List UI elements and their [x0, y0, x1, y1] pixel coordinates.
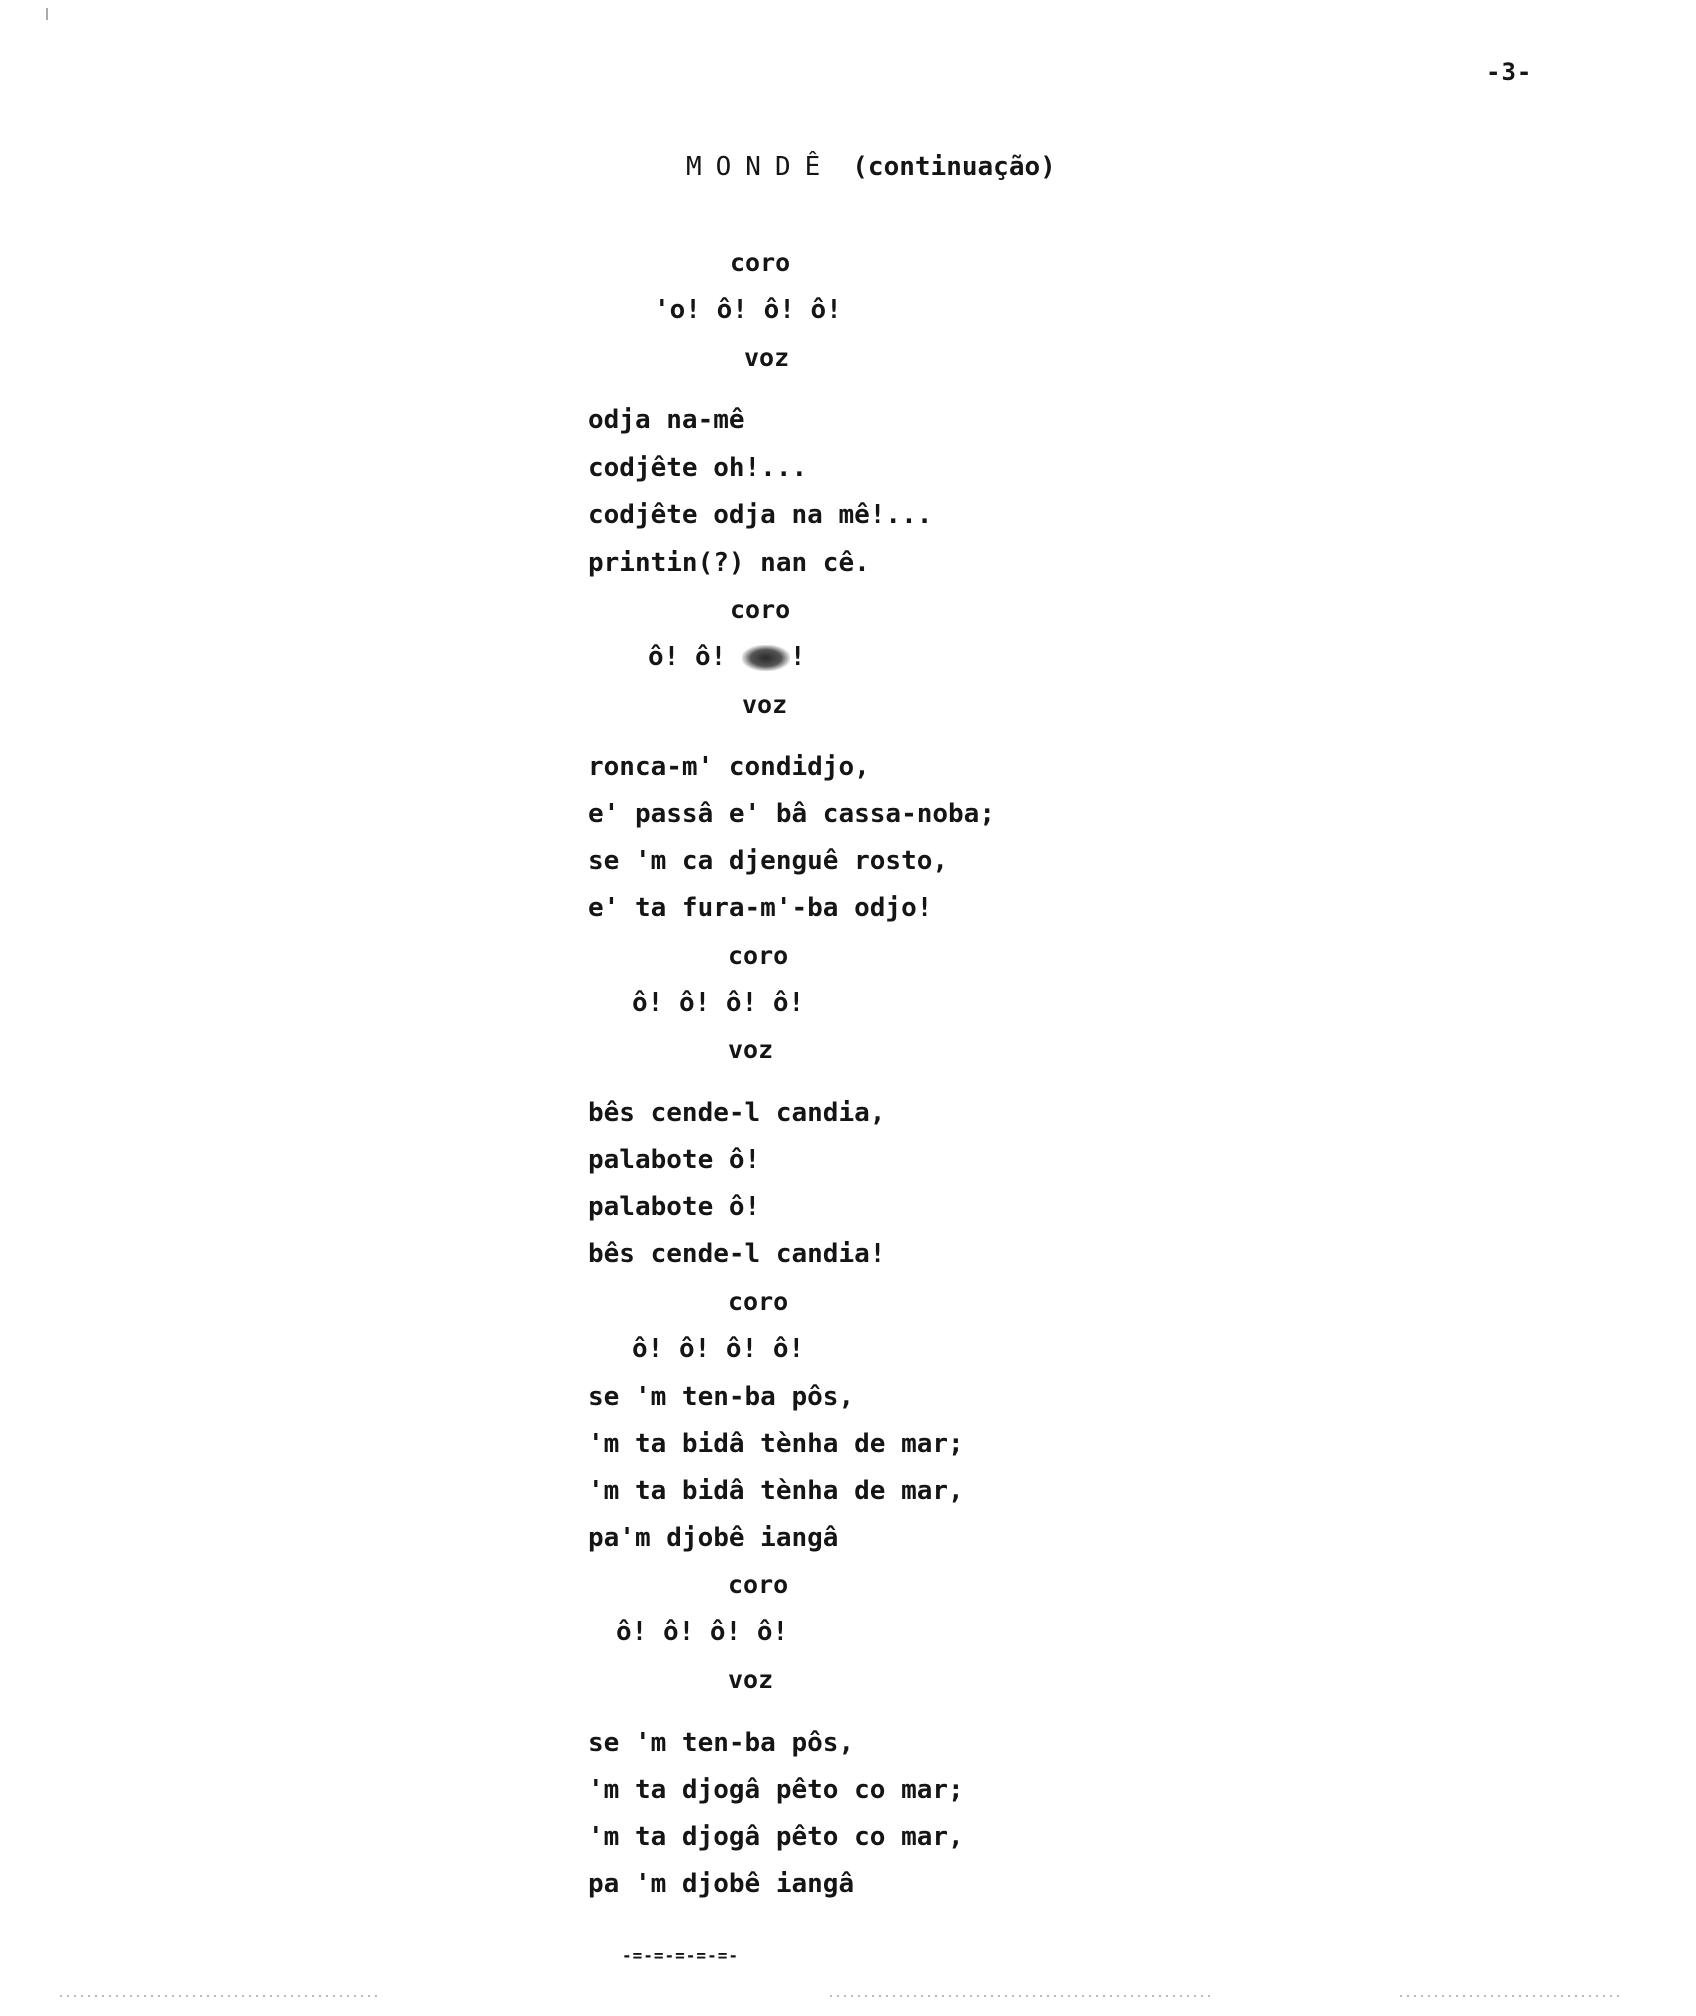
verse-line: palabote ô!	[588, 1145, 761, 1175]
section-label-voz: voz	[742, 690, 788, 719]
verse-line: palabote ô!	[588, 1192, 761, 1222]
section-label-coro: coro	[730, 595, 791, 624]
section-label-voz: voz	[728, 1665, 774, 1694]
verse-line: e' passâ e' bâ cassa-noba;	[588, 799, 995, 829]
section-label-coro: coro	[728, 1570, 789, 1599]
verse-line: se 'm ten-ba pôs,	[588, 1728, 855, 1758]
verse-text: ô! ô!	[648, 642, 742, 672]
scan-corner-mark	[46, 8, 48, 20]
verse-line: codjête oh!...	[588, 453, 808, 483]
verse-line: 'm ta bidâ tènha de mar,	[588, 1476, 964, 1506]
verse-line: se 'm ca djenguê rosto,	[588, 846, 949, 876]
verse-line: ô! ô! ô! ô!	[632, 988, 805, 1018]
verse-line: 'm ta bidâ tènha de mar;	[588, 1429, 964, 1459]
verse-line: ô! ô! ô! ô!	[616, 1617, 789, 1647]
scan-noise	[60, 1995, 380, 1997]
scan-noise	[1400, 1995, 1620, 1997]
scan-noise	[830, 1995, 1210, 1997]
section-label-coro: coro	[730, 248, 791, 277]
verse-line: odja na-mê	[588, 405, 745, 435]
section-label-coro: coro	[728, 1287, 789, 1316]
verse-line: e' ta fura-m'-ba odjo!	[588, 893, 933, 923]
verse-line: ronca-m' condidjo,	[588, 752, 870, 782]
end-divider: -=-=-=-=-=-	[622, 1946, 739, 1965]
verse-line: codjête odja na mê!...	[588, 500, 933, 530]
verse-line: pa 'm djobê iangâ	[588, 1869, 855, 1899]
verse-line-smudged: ô! ô! !	[648, 642, 806, 672]
verse-line: pa'm djobê iangâ	[588, 1523, 839, 1553]
section-label-coro: coro	[728, 941, 789, 970]
verse-line: se 'm ten-ba pôs,	[588, 1382, 855, 1412]
verse-line: bês cende-l candia,	[588, 1098, 886, 1128]
page-number: -3-	[1486, 58, 1533, 86]
verse-line: ô! ô! ô! ô!	[632, 1334, 805, 1364]
verse-line: 'm ta djogâ pêto co mar;	[588, 1775, 964, 1805]
section-label-voz: voz	[744, 343, 790, 372]
title-subtitle: (continuação)	[852, 152, 1056, 182]
ink-smudge	[742, 645, 790, 671]
verse-line: printin(?) nan cê.	[588, 548, 870, 578]
page-title	[686, 152, 1056, 182]
title-main: MONDÊ	[686, 152, 835, 182]
verse-line: 'm ta djogâ pêto co mar,	[588, 1822, 964, 1852]
verse-line: bês cende-l candia!	[588, 1239, 886, 1269]
section-label-voz: voz	[728, 1035, 774, 1064]
verse-line: 'o! ô! ô! ô!	[654, 295, 842, 325]
